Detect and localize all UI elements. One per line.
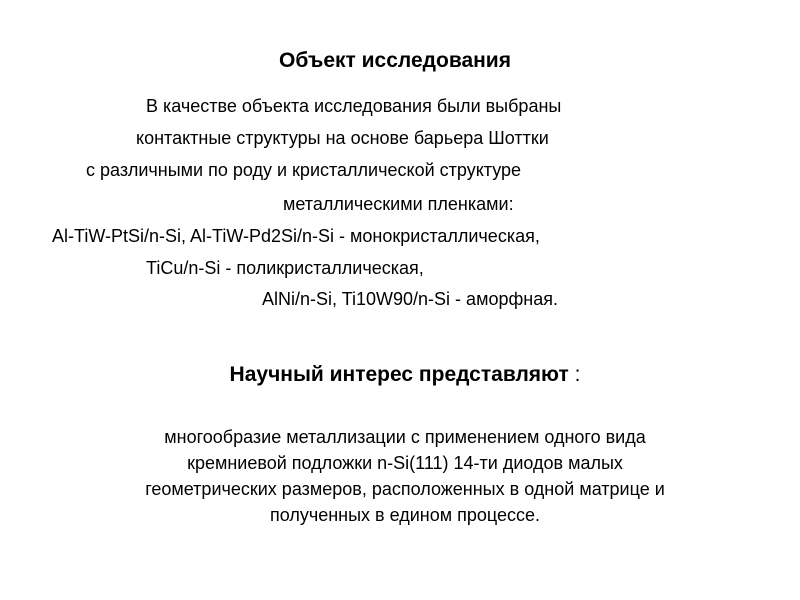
intro-line-7: AlNi/n-Si, Ti10W90/n-Si - аморфная. xyxy=(262,289,558,309)
slide-title: Объект исследования xyxy=(279,49,511,72)
intro-line-6: TiCu/n-Si - поликристаллическая, xyxy=(146,258,424,278)
interest-paragraph xyxy=(50,424,760,528)
intro-line-1: В качестве объекта исследования были выбраны xyxy=(146,96,562,116)
interest-line-1: многообразие металлизации с применением одного вида xyxy=(164,427,646,447)
interest-heading-text: Научный интерес представляют xyxy=(229,363,569,386)
interest-line-3: геометрических размеров, расположенных в одной матрице и xyxy=(145,479,665,499)
intro-line-2: контактные структуры на основе барьера Шоттки xyxy=(136,128,549,148)
interest-heading xyxy=(0,364,800,385)
interest-line-2: кремниевой подложки n-Si(111) 14-ти диодов малых xyxy=(187,453,623,473)
intro-line-3: с различными по роду и кристаллической структуре xyxy=(86,160,522,180)
intro-line-5: Al-TiW-PtSi/n-Si, Al-TiW-Pd2Si/n-Si - монокристаллическая, xyxy=(52,226,540,246)
intro-line-4: металлическими пленками: xyxy=(283,194,514,214)
interest-line-4: полученных в едином процессе. xyxy=(269,505,541,525)
interest-heading-colon: : xyxy=(574,363,581,386)
